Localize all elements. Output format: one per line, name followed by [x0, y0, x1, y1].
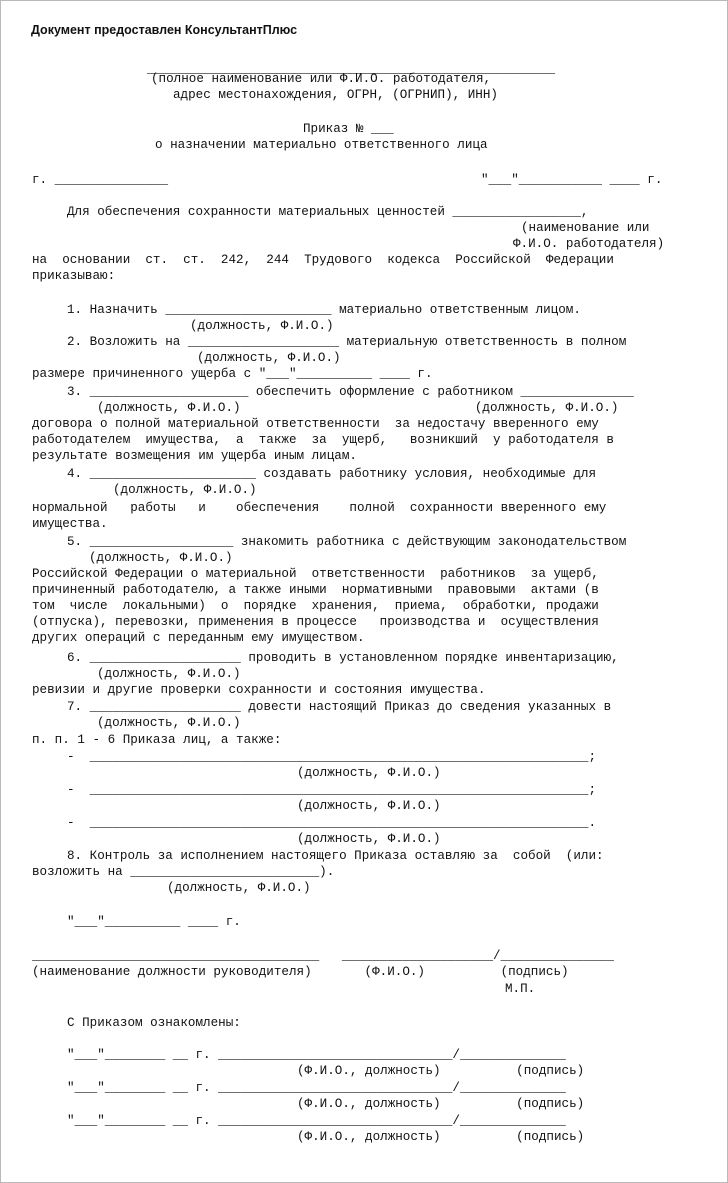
order-subject: о назначении материально ответственного лица: [155, 138, 488, 152]
acquainted-row-2: "___"________ __ г. _______________________________/______________: [67, 1081, 566, 1095]
item-7-line-2: п. п. 1 - 6 Приказа лиц, а также:: [32, 733, 282, 747]
item-3-line-4: результате возмещения им ущерба иным лицам.: [32, 449, 357, 463]
item-4-line-2: нормальной работы и обеспечения полной сохранности вверенного ему: [32, 501, 607, 515]
acquainted-caption-2: (Ф.И.О., должность) (подпись): [297, 1097, 585, 1111]
item-8-line-2: возложить на _________________________).: [32, 865, 335, 879]
signature-captions: (наименование должности руководителя) (Ф.И.О.) (подпись): [32, 965, 569, 979]
item-5-line-2: Российской Федерации о материальной ответственности работников за ущерб,: [32, 567, 599, 581]
item-2-line-2: размере причиненного ущерба с "___"__________ ____ г.: [32, 367, 433, 381]
order-city: г. _______________: [32, 173, 169, 187]
item-1: 1. Назначить ______________________ материально ответственным лицом.: [67, 303, 581, 317]
item-8: 8. Контроль за исполнением настоящего Приказа оставляю за собой (или:: [67, 849, 604, 863]
recipient-line-2: - __________________________________________________________________;: [67, 783, 597, 797]
intro-line-2: на основании ст. ст. 242, 244 Трудового кодекса Российской Федерации: [32, 253, 614, 267]
item-6-caption: (должность, Ф.И.О.): [97, 667, 241, 681]
intro-line-1: Для обеспечения сохранности материальных ценностей _________________,: [67, 205, 589, 219]
employer-caption-1: (полное наименование или Ф.И.О. работодателя,: [151, 72, 492, 86]
item-5-line-3: причиненный работодателю, а также иными нормативными правовыми актами (в: [32, 583, 599, 597]
acquainted-title: С Приказом ознакомлены:: [67, 1016, 241, 1030]
recipient-caption-2: (должность, Ф.И.О.): [297, 799, 441, 813]
acquainted-row-3: "___"________ __ г. _______________________________/______________: [67, 1114, 566, 1128]
recipient-caption-1: (должность, Ф.И.О.): [297, 766, 441, 780]
item-5-caption: (должность, Ф.И.О.): [89, 551, 233, 565]
item-4-line-3: имущества.: [32, 517, 108, 531]
item-3-captions: (должность, Ф.И.О.) (должность, Ф.И.О.): [97, 401, 619, 415]
order-date: "___"___________ ____ г.: [481, 173, 663, 187]
item-6-line-2: ревизии и другие проверки сохранности и состояния имущества.: [32, 683, 486, 697]
order-number: Приказ № ___: [303, 122, 394, 136]
item-5: 5. ___________________ знакомить работника с действующим законодательством: [67, 535, 627, 549]
acquainted-caption-3: (Ф.И.О., должность) (подпись): [297, 1130, 585, 1144]
item-4: 4. ______________________ создавать работнику условия, необходимые для: [67, 467, 597, 481]
item-8-caption: (должность, Ф.И.О.): [167, 881, 311, 895]
signature-date: "___"__________ ____ г.: [67, 915, 241, 929]
source-header: Документ предоставлен КонсультантПлюс: [31, 23, 298, 37]
seal-label: М.П.: [505, 982, 536, 996]
item-5-line-5: (отпуска), перевозки, применения в процессе производства и осуществления: [32, 615, 599, 629]
item-3-line-3: работодателем имущества, а также за ущерб, возникший у работодателя в: [32, 433, 614, 447]
item-1-caption: (должность, Ф.И.О.): [190, 319, 334, 333]
item-2-caption: (должность, Ф.И.О.): [197, 351, 341, 365]
employer-caption-2: адрес местонахождения, ОГРН, (ОГРНИП), ИНН): [173, 88, 498, 102]
item-3-line-2: договора о полной материальной ответственности за недостачу вверенного ему: [32, 417, 599, 431]
recipient-line-3: - __________________________________________________________________.: [67, 816, 597, 830]
acquainted-row-1: "___"________ __ г. _______________________________/______________: [67, 1048, 566, 1062]
item-4-caption: (должность, Ф.И.О.): [113, 483, 257, 497]
recipient-caption-3: (должность, Ф.И.О.): [297, 832, 441, 846]
item-2: 2. Возложить на ____________________ материальную ответственность в полном: [67, 335, 627, 349]
intro-caption-1: (наименование или: [521, 221, 650, 235]
item-7: 7. ____________________ довести настоящий Приказ до сведения указанных в: [67, 700, 612, 714]
item-7-caption: (должность, Ф.И.О.): [97, 716, 241, 730]
item-5-line-4: том числе локальными) о порядке хранения, приема, обработки, продажи: [32, 599, 599, 613]
signature-lines: ______________________________________ ____________________/_______________: [32, 949, 614, 963]
item-5-line-6: других операций с переданным ему имуществом.: [32, 631, 365, 645]
employer-underline: ______________________________________________________: [147, 62, 556, 76]
item-3: 3. _____________________ обеспечить оформление с работником _______________: [67, 385, 634, 399]
intro-caption-2: Ф.И.О. работодателя): [513, 237, 665, 251]
intro-line-3: приказываю:: [32, 269, 116, 283]
acquainted-caption-1: (Ф.И.О., должность) (подпись): [297, 1064, 585, 1078]
item-6: 6. ____________________ проводить в установленном порядке инвентаризацию,: [67, 651, 619, 665]
recipient-line-1: - __________________________________________________________________;: [67, 750, 597, 764]
